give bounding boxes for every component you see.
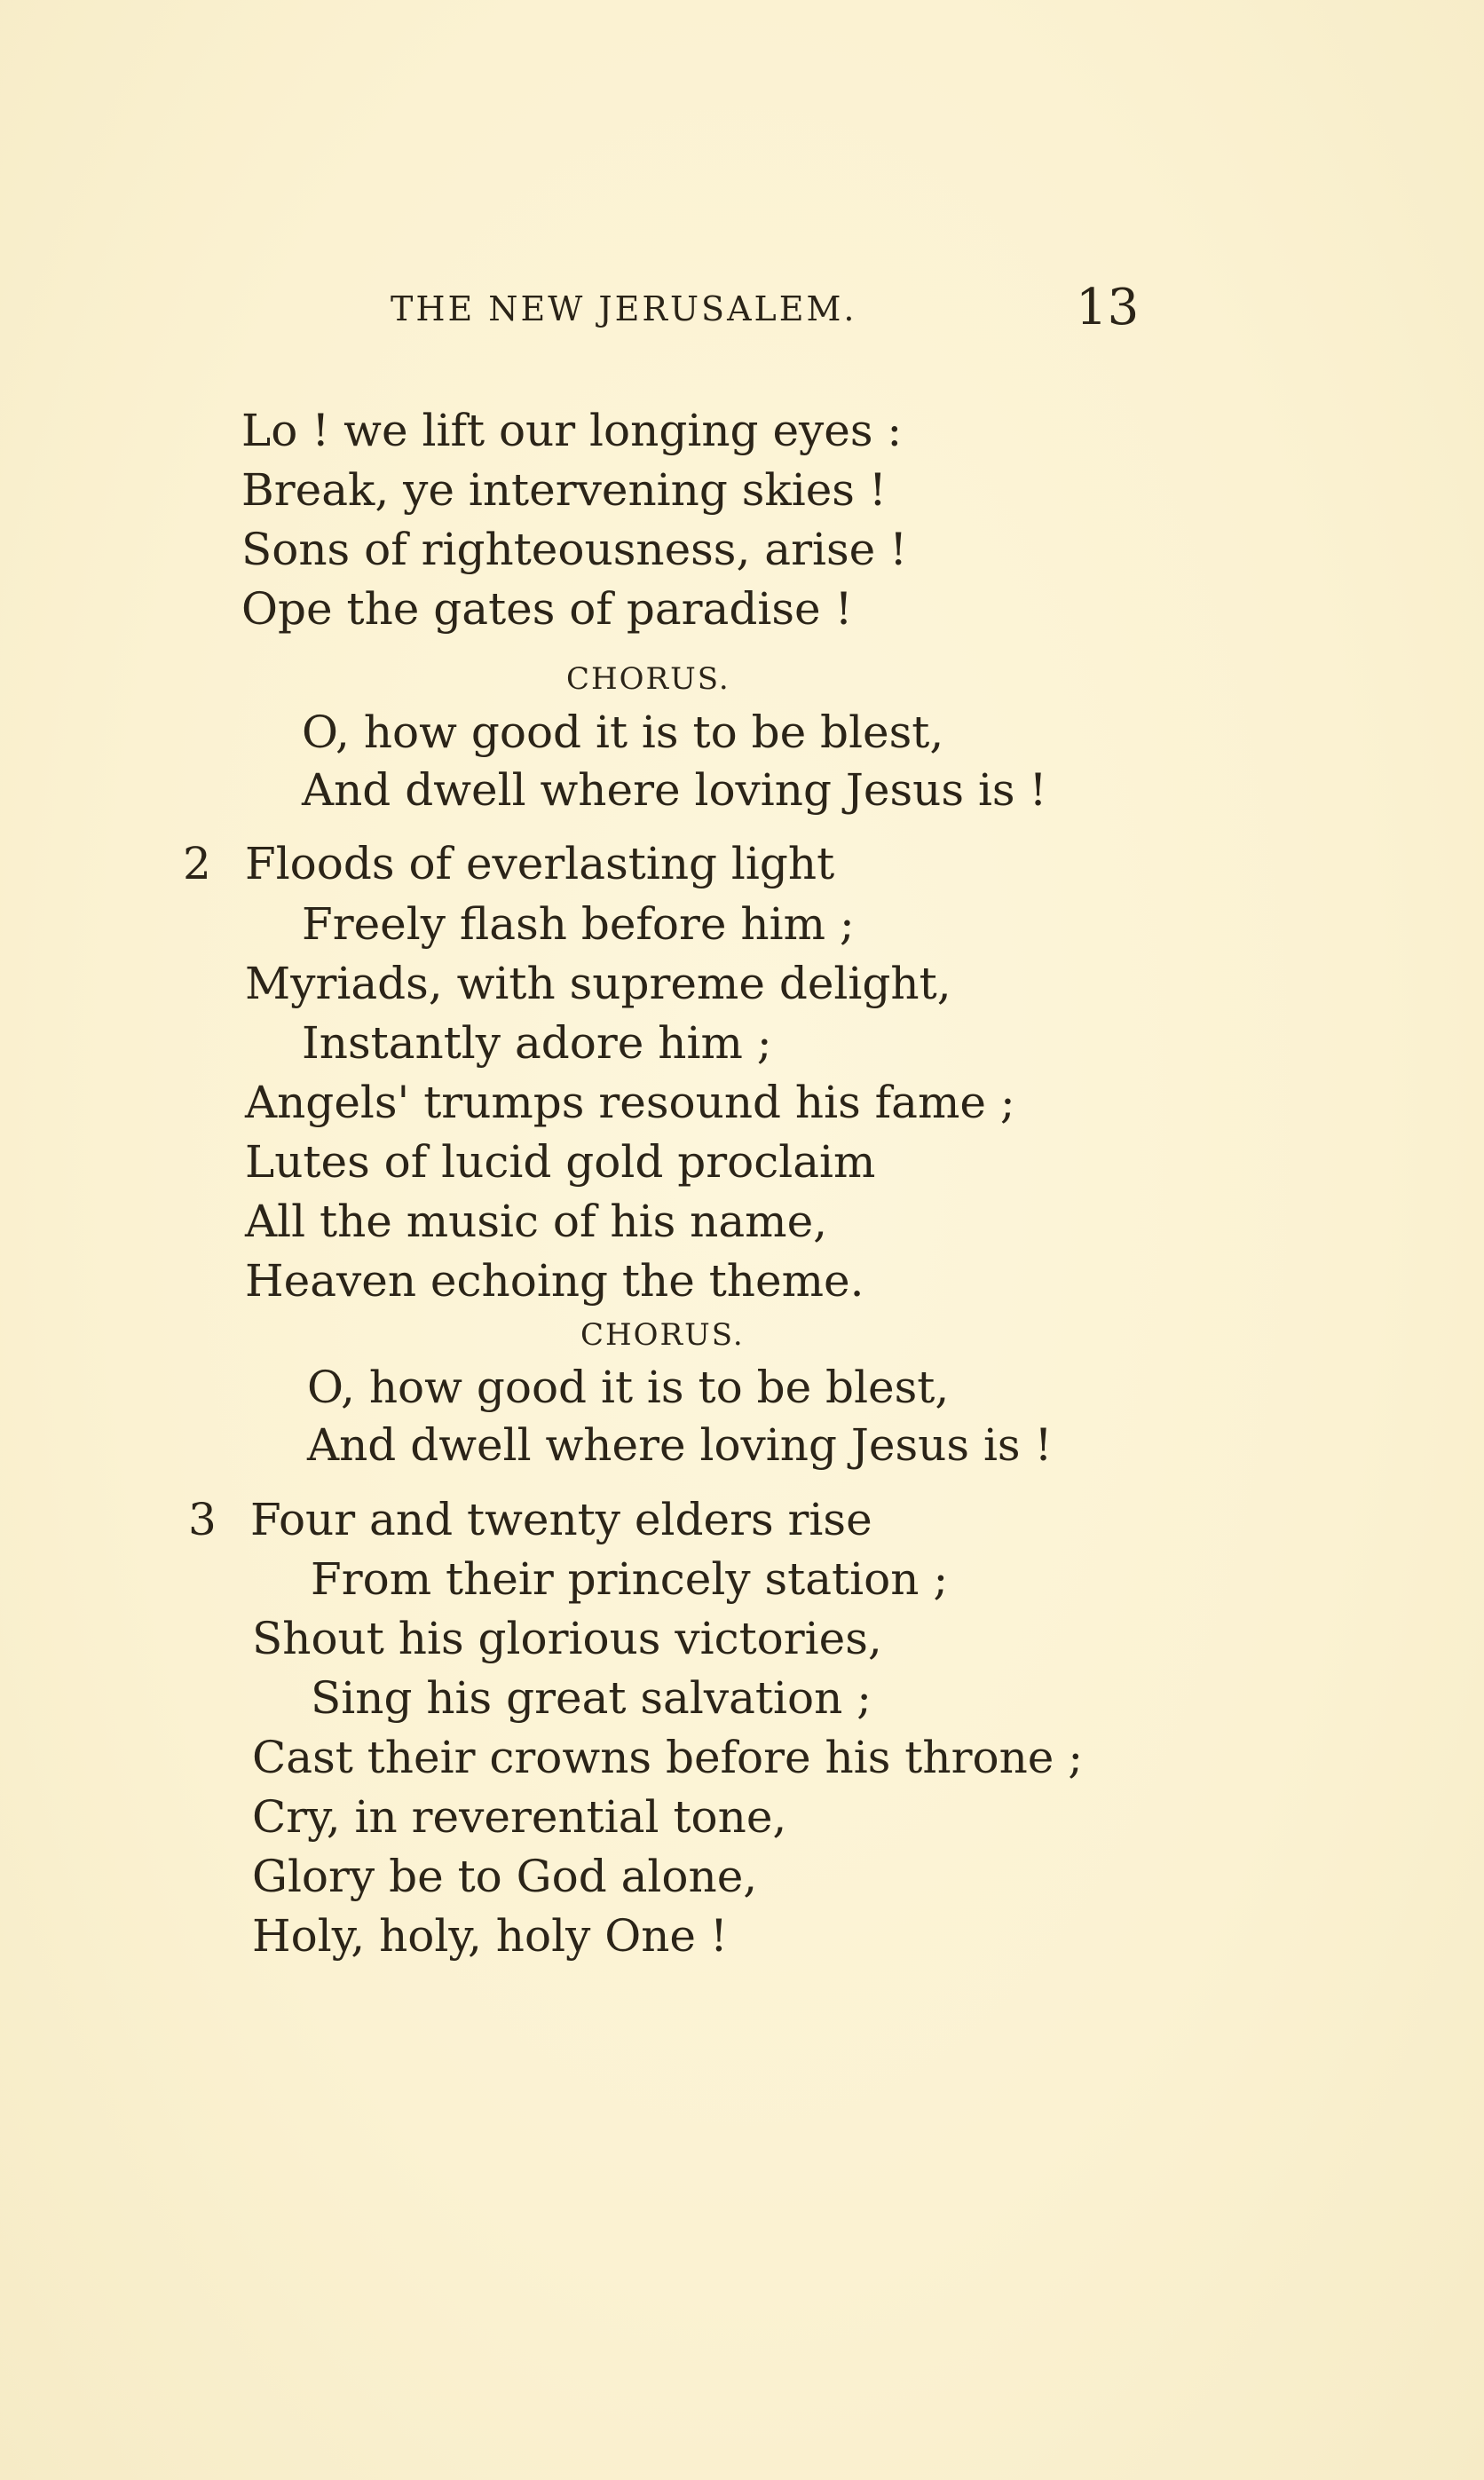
chorus-label: CHORUS. (580, 1317, 745, 1353)
chorus-label: CHORUS. (566, 661, 730, 697)
verse-line: Instantly adore him ; (302, 1017, 772, 1069)
verse-line: From their princely station ; (311, 1553, 949, 1605)
verse-line: Holy, holy, holy One ! (252, 1910, 728, 1962)
verse-line: Sons of righteousness, arise ! (241, 524, 908, 575)
verse-line: Floods of everlasting light (245, 838, 835, 889)
verse-line: Myriads, with supreme delight, (245, 958, 951, 1009)
page-number: 13 (1076, 279, 1140, 336)
verse-line: Cry, in reverential tone, (252, 1791, 787, 1843)
verse-line: Lo ! we lift our longing eyes : (241, 405, 903, 456)
chorus-line: O, how good it is to be blest, (307, 1362, 950, 1413)
verse-line: Shout his glorious victories, (252, 1613, 882, 1664)
chorus-line: And dwell where loving Jesus is ! (302, 764, 1047, 816)
chorus-line: And dwell where loving Jesus is ! (307, 1419, 1053, 1471)
verse-line: Glory be to God alone, (252, 1851, 758, 1902)
verse-line: Heaven echoing the theme. (245, 1255, 864, 1307)
stanza-number: 3 (188, 1494, 217, 1545)
verse-line: Sing his great salvation ; (311, 1672, 872, 1724)
verse-line: All the music of his name, (245, 1196, 828, 1247)
verse-line: Freely flash before him ; (302, 898, 855, 950)
running-title: THE NEW JERUSALEM. (391, 289, 857, 328)
verse-line: Cast their crowns before his throne ; (252, 1732, 1084, 1783)
verse-line: Break, ye intervening skies ! (241, 464, 887, 516)
verse-line: Four and twenty elders rise (250, 1494, 872, 1545)
verse-line: Angels' trumps resound his fame ; (245, 1077, 1015, 1128)
chorus-line: O, how good it is to be blest, (302, 707, 944, 758)
verse-line: Ope the gates of paradise ! (241, 583, 853, 635)
stanza-number: 2 (183, 838, 211, 889)
verse-line: Lutes of lucid gold proclaim (245, 1136, 876, 1188)
